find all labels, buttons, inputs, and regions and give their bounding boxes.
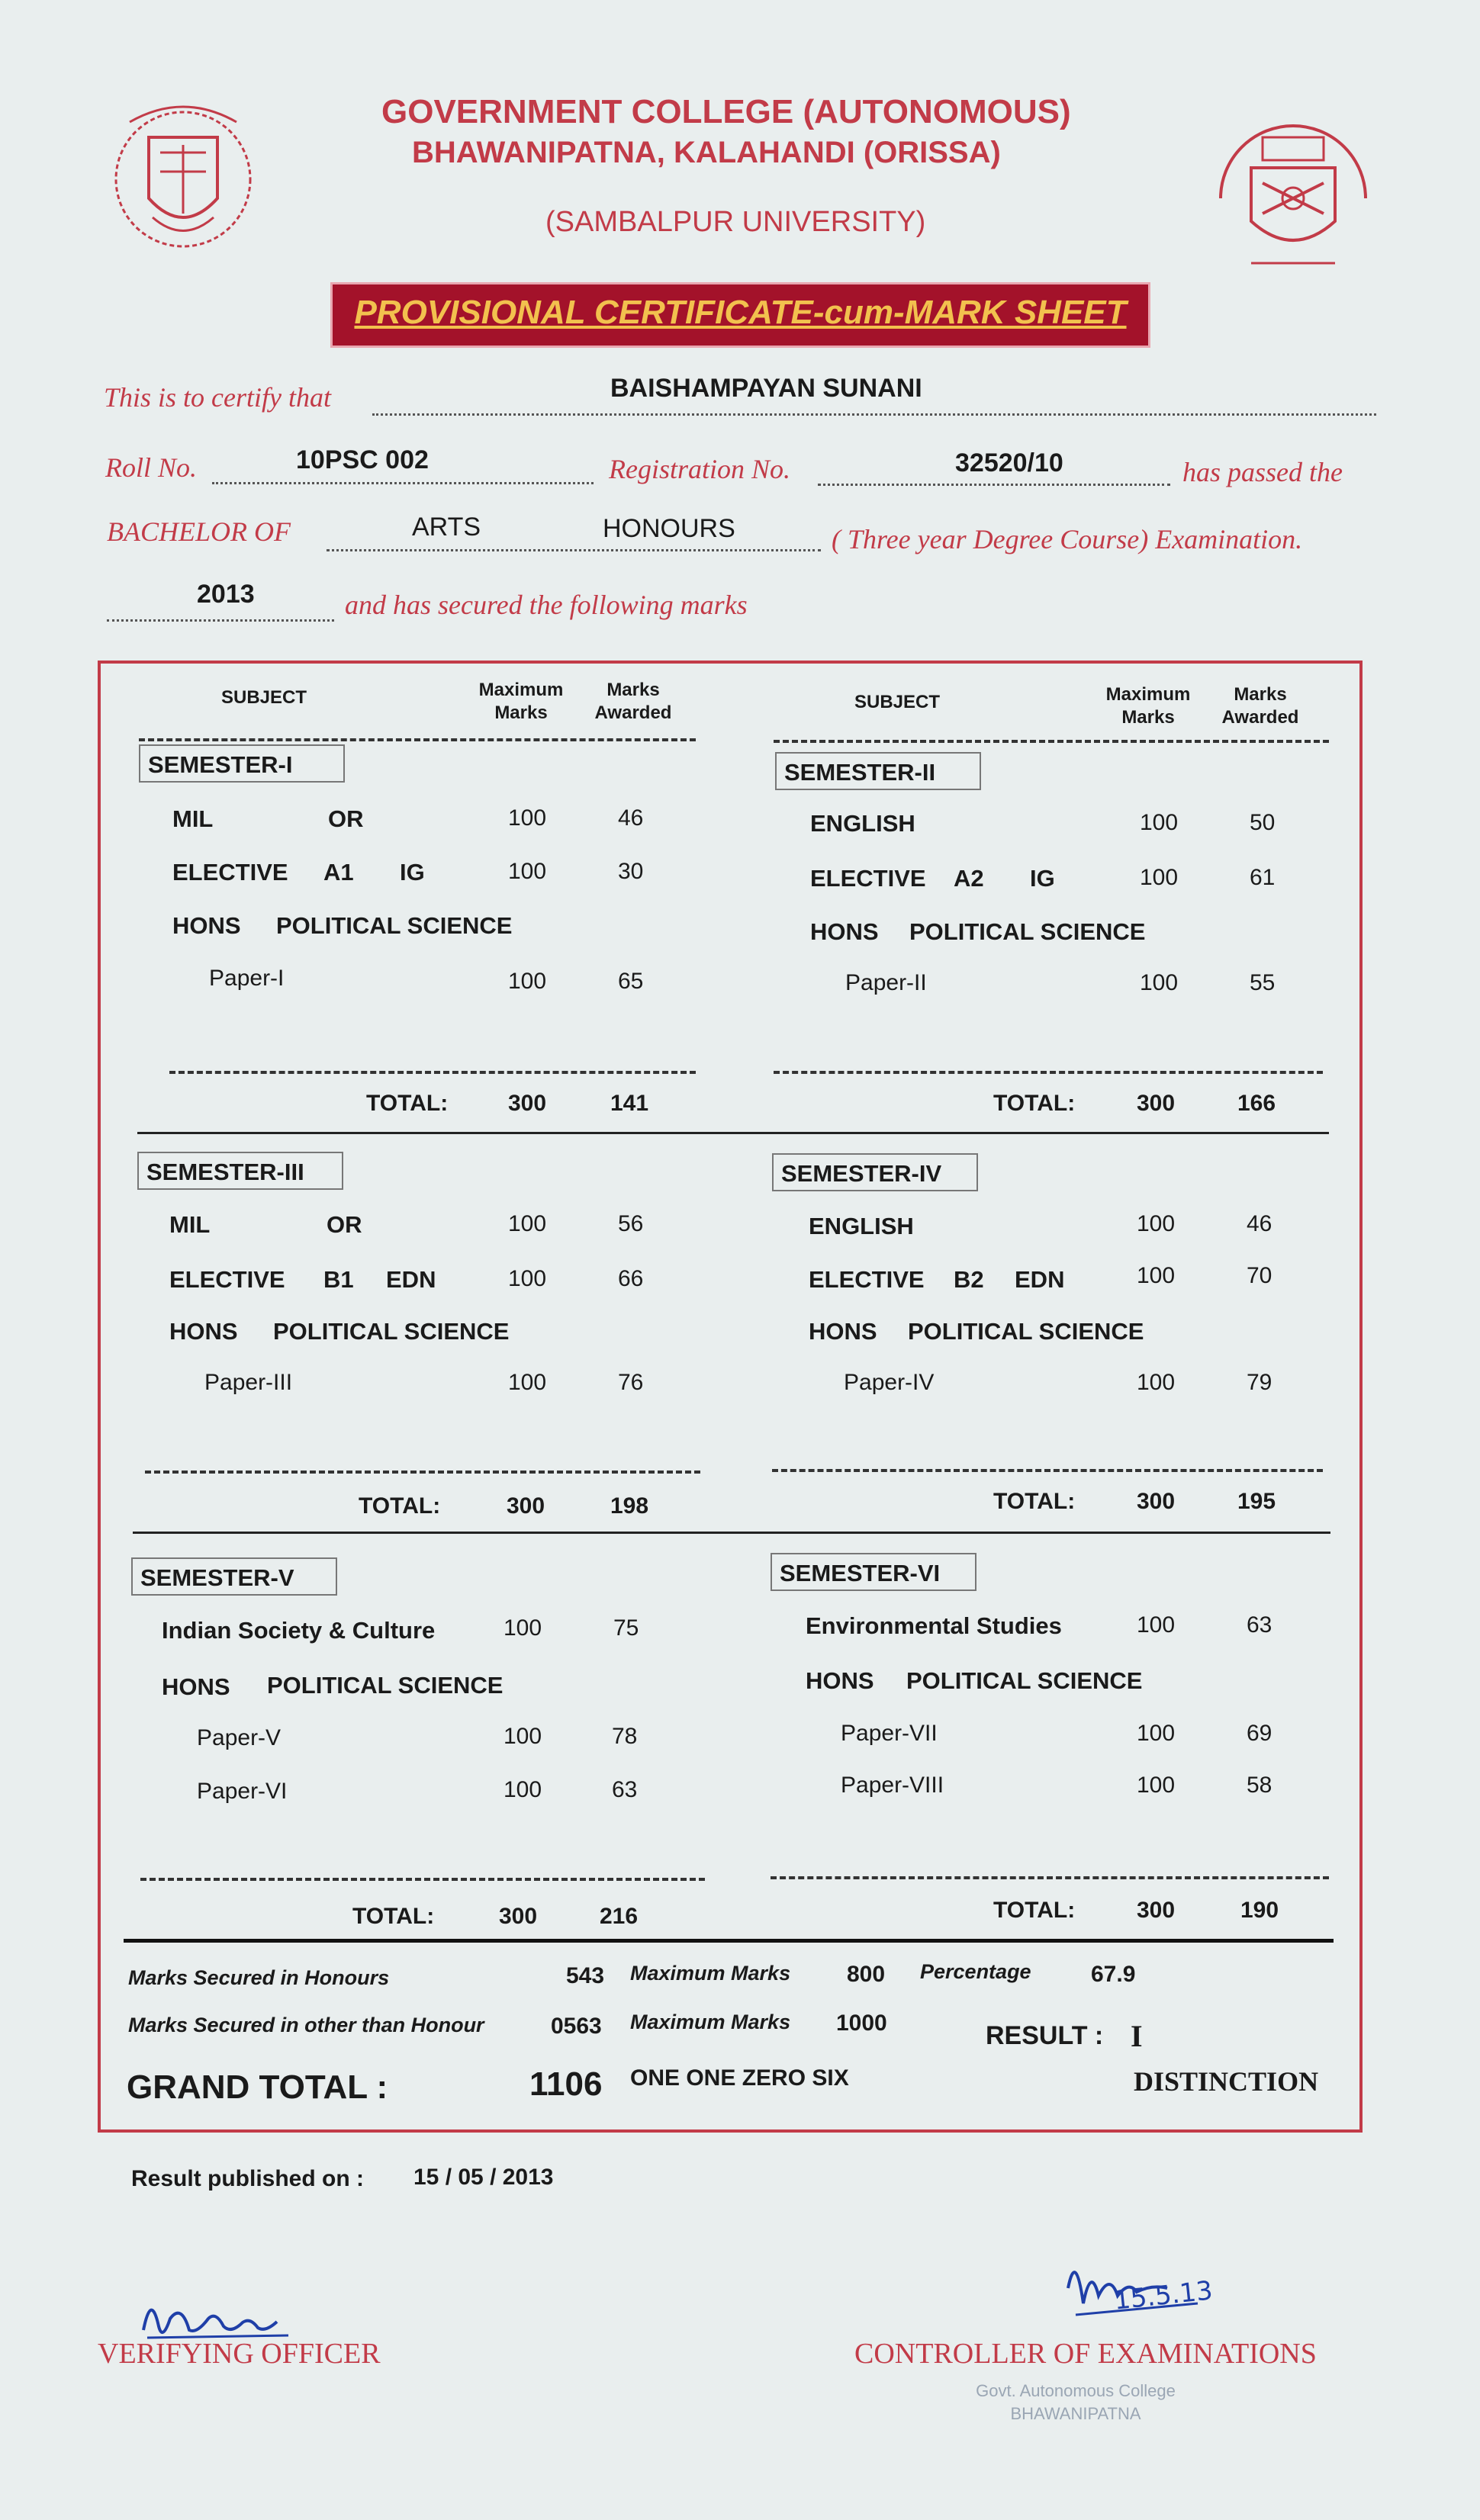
sem1-row2-group: IG — [400, 859, 425, 886]
sem4-total-max: 300 — [1137, 1489, 1176, 1514]
sem3-row4-awarded: 76 — [618, 1370, 644, 1395]
sem6-row2-subject: POLITICAL SCIENCE — [906, 1667, 1143, 1694]
bachelor-label: BACHELOR OF — [107, 516, 291, 547]
other-marks-label: Marks Secured in other than Honour — [128, 2014, 484, 2036]
sem6-total-label: TOTAL: — [993, 1898, 1076, 1923]
sem5-row2-subject: POLITICAL SCIENCE — [267, 1672, 504, 1699]
sem6-total-awarded: 190 — [1240, 1898, 1279, 1923]
sem4-row1-subject: ENGLISH — [809, 1213, 914, 1239]
max-marks-label-1: Maximum Marks — [630, 1962, 791, 1985]
sem2-row1-subject: ENGLISH — [810, 810, 915, 837]
sem1-row2-max: 100 — [508, 859, 547, 884]
semester-3-title: SEMESTER-III — [137, 1152, 343, 1190]
student-name: BAISHAMPAYAN SUNANI — [610, 374, 922, 403]
sem2-row2-awarded: 61 — [1250, 865, 1276, 890]
sem2-row1-max: 100 — [1140, 810, 1179, 835]
sem2-row4-awarded: 55 — [1250, 970, 1276, 995]
semester-2-title: SEMESTER-II — [775, 752, 981, 790]
sem2-row1-awarded: 50 — [1250, 810, 1276, 835]
sem6-row4-paper: Paper-VIII — [841, 1773, 944, 1798]
roll-label: Roll No. — [105, 452, 198, 483]
secured-text: and has secured the following marks — [345, 590, 748, 620]
semester-1-title: SEMESTER-I — [139, 744, 345, 783]
sem5-row1-subject: Indian Society & Culture — [162, 1617, 436, 1644]
honours-marks-label: Marks Secured in Honours — [128, 1966, 390, 1989]
sem6-total-max: 300 — [1137, 1898, 1176, 1923]
sem3-row4-paper: Paper-III — [204, 1370, 293, 1395]
header-max-left: Maximum Marks — [478, 680, 564, 723]
sem5-row1-max: 100 — [504, 1615, 542, 1641]
max-marks-label-2: Maximum Marks — [630, 2011, 791, 2033]
distinction: DISTINCTION — [1134, 2066, 1319, 2097]
sem2-total-max: 300 — [1137, 1091, 1176, 1116]
published-label: Result published on : — [131, 2166, 364, 2191]
sem1-row1-awarded: 46 — [618, 805, 644, 831]
signature-date: 15.5.13 — [1112, 2275, 1215, 2316]
sem2-row2-subject: ELECTIVE — [810, 865, 926, 892]
sem3-row1-option: OR — [327, 1211, 362, 1238]
sem5-row1-awarded: 75 — [613, 1615, 639, 1641]
sem2-total-label: TOTAL: — [993, 1091, 1076, 1116]
sem5-row4-max: 100 — [504, 1777, 542, 1802]
sem2-row4-paper: Paper-II — [845, 970, 927, 995]
sem4-row2-subject: ELECTIVE — [809, 1266, 925, 1293]
exam-year: 2013 — [197, 580, 255, 609]
sem4-row4-awarded: 79 — [1247, 1370, 1272, 1395]
sem4-row2-awarded: 70 — [1247, 1263, 1272, 1288]
honours: HONOURS — [603, 514, 735, 543]
sem3-row2-max: 100 — [508, 1266, 547, 1291]
sem3-row1-awarded: 56 — [618, 1211, 644, 1236]
other-marks-value: 0563 — [551, 2014, 602, 2039]
sem4-total-awarded: 195 — [1237, 1489, 1276, 1514]
sem6-row3-awarded: 69 — [1247, 1721, 1272, 1746]
sem1-row4-awarded: 65 — [618, 969, 644, 994]
grand-total-label: GRAND TOTAL : — [127, 2068, 388, 2106]
sem3-total-label: TOTAL: — [359, 1493, 441, 1519]
registration-label: Registration No. — [609, 454, 791, 484]
college-seal-left — [107, 84, 259, 259]
sem1-total-awarded: 141 — [610, 1091, 649, 1116]
honours-marks-value: 543 — [566, 1963, 605, 1988]
sem6-row1-awarded: 63 — [1247, 1612, 1272, 1638]
sem3-row4-max: 100 — [508, 1370, 547, 1395]
sem5-row3-paper: Paper-V — [197, 1725, 282, 1750]
sem2-row3-subject: POLITICAL SCIENCE — [909, 918, 1146, 945]
sem1-row1-max: 100 — [508, 805, 547, 831]
sem1-row1-subject: MIL — [172, 805, 214, 832]
university-name: (SAMBALPUR UNIVERSITY) — [545, 206, 926, 238]
sem2-row2-group: IG — [1030, 865, 1055, 892]
sem3-row2-awarded: 66 — [618, 1266, 644, 1291]
sem2-row4-max: 100 — [1140, 970, 1179, 995]
sem3-row3-hons: HONS — [169, 1318, 238, 1345]
sem1-total-label: TOTAL: — [366, 1091, 449, 1116]
office-stamp: Govt. Autonomous College BHAWANIPATNA — [976, 2381, 1176, 2423]
sem4-row3-hons: HONS — [809, 1318, 877, 1345]
sem1-row2-subject: ELECTIVE — [172, 859, 288, 886]
sem4-row2-code: B2 — [954, 1266, 984, 1293]
result-value: I — [1131, 2019, 1143, 2053]
roll-number: 10PSC 002 — [296, 445, 429, 474]
grand-total-value: 1106 — [529, 2065, 603, 2103]
sem1-row2-awarded: 30 — [618, 859, 644, 884]
sem4-row2-group: EDN — [1015, 1266, 1065, 1293]
sem6-row2-hons: HONS — [806, 1667, 874, 1694]
university-seal-right — [1190, 107, 1396, 290]
college-name: GOVERNMENT COLLEGE (AUTONOMOUS) — [381, 93, 1071, 130]
semester-5-title: SEMESTER-V — [131, 1557, 337, 1596]
sem5-row2-hons: HONS — [162, 1673, 230, 1700]
sem5-total-awarded: 216 — [600, 1904, 639, 1929]
sem1-row2-code: A1 — [323, 859, 354, 886]
header-max-right: Maximum Marks — [1105, 684, 1191, 728]
percentage-value: 67.9 — [1091, 1962, 1136, 1987]
sem4-row1-max: 100 — [1137, 1211, 1176, 1236]
sem3-row2-group: EDN — [386, 1266, 436, 1293]
sem4-row3-subject: POLITICAL SCIENCE — [908, 1318, 1144, 1345]
sem2-row2-code: A2 — [954, 865, 984, 892]
sem2-total-awarded: 166 — [1237, 1091, 1276, 1116]
sem1-row4-max: 100 — [508, 969, 547, 994]
sem6-row4-awarded: 58 — [1247, 1773, 1272, 1798]
max-marks-value-1: 800 — [847, 1962, 886, 1987]
header-subject-left: SUBJECT — [221, 687, 307, 708]
certify-intro: This is to certify that — [104, 382, 332, 413]
sem3-total-max: 300 — [507, 1493, 545, 1519]
sem3-row3-subject: POLITICAL SCIENCE — [273, 1318, 510, 1345]
percentage-label: Percentage — [920, 1960, 1031, 1983]
sem5-row3-max: 100 — [504, 1724, 542, 1749]
sem3-total-awarded: 198 — [610, 1493, 649, 1519]
sem6-row3-max: 100 — [1137, 1721, 1176, 1746]
max-marks-value-2: 1000 — [836, 2011, 887, 2036]
passed-text: has passed the — [1182, 457, 1343, 487]
published-date: 15 / 05 / 2013 — [413, 2165, 554, 2190]
sem3-row2-subject: ELECTIVE — [169, 1266, 285, 1293]
course-text: ( Three year Degree Course) Examination. — [832, 524, 1303, 554]
sem1-total-max: 300 — [508, 1091, 547, 1116]
sem3-row2-code: B1 — [323, 1266, 354, 1293]
semester-4-title: SEMESTER-IV — [772, 1153, 978, 1191]
sem1-row4-paper: Paper-I — [209, 966, 285, 991]
sem4-row4-paper: Paper-IV — [844, 1370, 935, 1395]
sem4-total-label: TOTAL: — [993, 1489, 1076, 1514]
controller-label: CONTROLLER OF EXAMINATIONS — [854, 2338, 1317, 2370]
sem4-row1-awarded: 46 — [1247, 1211, 1272, 1236]
header-subject-right: SUBJECT — [854, 692, 941, 712]
header-awarded-right: Marks Awarded — [1221, 684, 1299, 728]
sem5-row4-paper: Paper-VI — [197, 1779, 288, 1804]
sem4-row4-max: 100 — [1137, 1370, 1176, 1395]
sem3-row1-max: 100 — [508, 1211, 547, 1236]
sem5-row4-awarded: 63 — [612, 1777, 638, 1802]
sem5-total-max: 300 — [499, 1904, 538, 1929]
sem4-row2-max: 100 — [1137, 1263, 1176, 1288]
stream: ARTS — [412, 513, 481, 542]
header-awarded-left: Marks Awarded — [594, 680, 672, 723]
sem1-row1-option: OR — [328, 805, 364, 832]
result-label: RESULT : — [986, 2021, 1104, 2050]
sem6-row1-max: 100 — [1137, 1612, 1176, 1638]
sem5-row3-awarded: 78 — [612, 1724, 638, 1749]
sem6-row4-max: 100 — [1137, 1773, 1176, 1798]
sem1-row3-subject: POLITICAL SCIENCE — [276, 912, 513, 939]
college-place: BHAWANIPATNA, KALAHANDI (ORISSA) — [412, 136, 1001, 169]
registration-number: 32520/10 — [955, 448, 1063, 477]
sem5-total-label: TOTAL: — [352, 1904, 435, 1929]
sem2-row2-max: 100 — [1140, 865, 1179, 890]
certificate-title: PROVISIONAL CERTIFICATE-cum-MARK SHEET — [354, 294, 1127, 331]
sem6-row1-subject: Environmental Studies — [806, 1612, 1062, 1639]
grand-total-words: ONE ONE ZERO SIX — [630, 2065, 849, 2091]
sem1-row3-hons: HONS — [172, 912, 241, 939]
sem3-row1-subject: MIL — [169, 1211, 211, 1238]
semester-6-title: SEMESTER-VI — [771, 1553, 976, 1591]
sem2-row3-hons: HONS — [810, 918, 879, 945]
sem6-row3-paper: Paper-VII — [841, 1721, 938, 1746]
verifying-officer-label: VERIFYING OFFICER — [98, 2338, 381, 2370]
